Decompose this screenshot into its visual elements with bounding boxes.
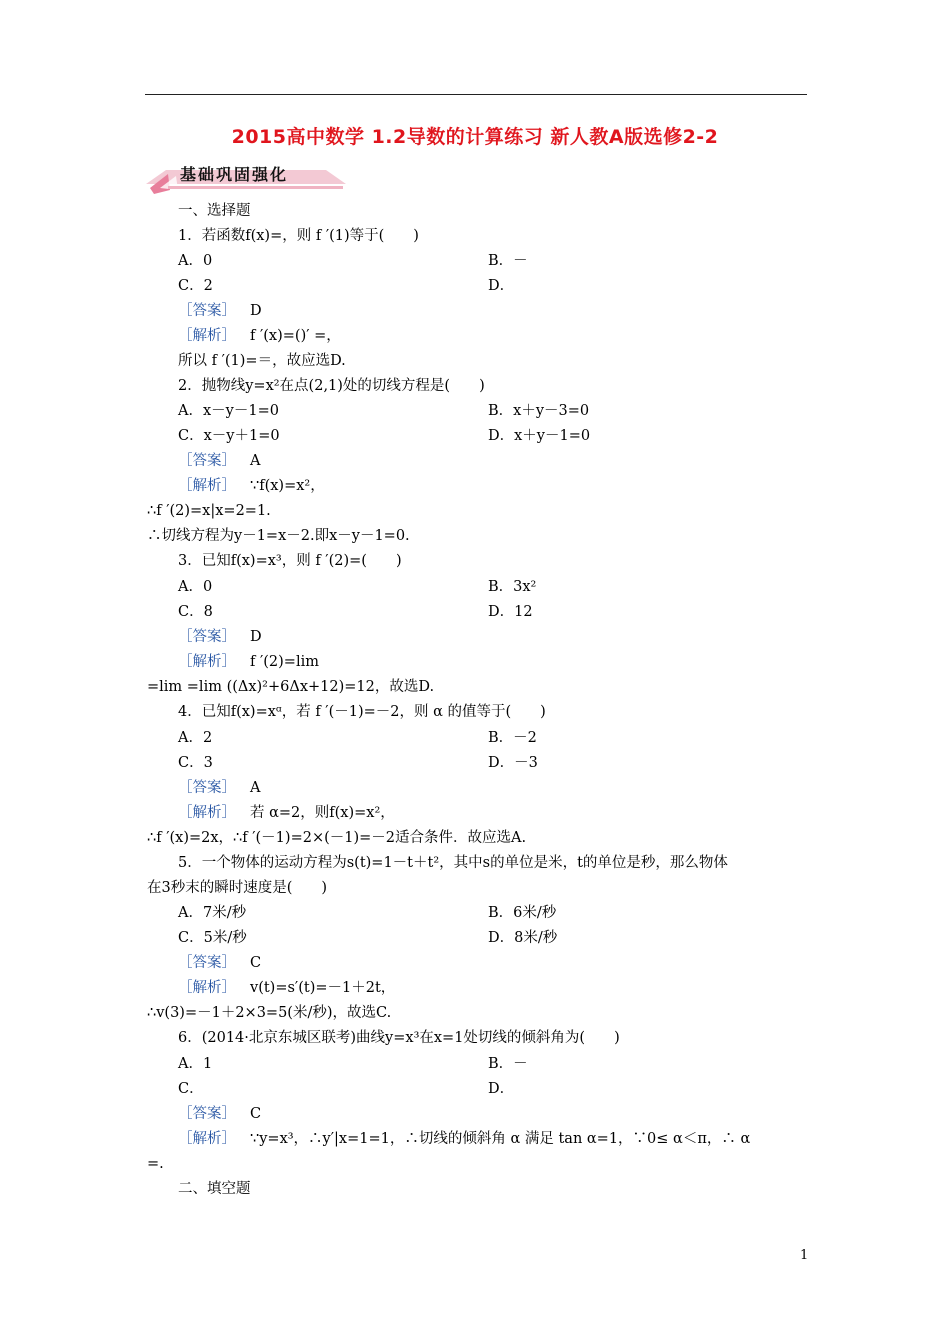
answer-tag: ［答案］ — [178, 629, 236, 645]
answer-tag: ［答案］ — [178, 303, 236, 319]
option-c: C．x－y＋1=0 — [178, 428, 280, 444]
option-b: B．x＋y－3=0 — [488, 403, 590, 419]
section-heading: 二、填空题 — [178, 1181, 251, 1197]
document-title: 2015高中数学 1.2导数的计算练习 新人教A版选修2-2 — [231, 126, 719, 148]
analysis-text: ∵y=x³，∴y′|x=1=1，∴切线的倾斜角 α 满足 tan α=1，∵0≤ α＜π，∴ α — [250, 1131, 751, 1147]
answer-value: D — [250, 303, 262, 319]
option-b: B．3x² — [488, 579, 537, 595]
analysis-text: ∴切线方程为y－1=x－2.即x－y－1=0. — [147, 528, 410, 544]
analysis-text: ∴f ′(x)=2x，∴f ′(－1)=2×(－1)=－2适合条件．故应选A. — [147, 830, 527, 846]
option-c: C．8 — [178, 604, 213, 620]
analysis-tag: ［解析］ — [178, 1131, 236, 1147]
analysis-line — [178, 978, 395, 998]
page-number: 1 — [800, 1248, 809, 1263]
analysis-tag: ［解析］ — [178, 478, 236, 494]
analysis-line — [178, 1129, 750, 1149]
analysis-text: f ′(2)=lim — [250, 654, 319, 670]
option-a: A．7米/秒 — [178, 905, 247, 921]
analysis-text: ∴f ′(2)=x|x=2=1. — [147, 503, 271, 519]
option-d: D．8米/秒 — [488, 930, 558, 946]
answer-value: A — [250, 780, 261, 796]
option-c: C． — [178, 1081, 204, 1097]
answer-tag: ［答案］ — [178, 453, 236, 469]
answer-line — [178, 627, 262, 647]
analysis-line — [178, 326, 341, 346]
analysis-text: 若 α=2，则f(x)=x²， — [250, 805, 395, 821]
answer-tag: ［答案］ — [178, 955, 236, 971]
answer-tag: ［答案］ — [178, 780, 236, 796]
answer-line — [178, 301, 262, 321]
analysis-text: =lim =lim ((Δx)²+6Δx+12)=12，故选D. — [147, 679, 435, 695]
answer-line — [178, 778, 260, 798]
option-a: A．2 — [178, 730, 213, 746]
analysis-text: =. — [147, 1156, 164, 1172]
analysis-text: ∴v(3)=－1＋2×3=5(米/秒)，故选C. — [147, 1005, 392, 1021]
option-a: A．1 — [178, 1056, 213, 1072]
answer-value: C — [250, 1106, 262, 1122]
option-c: C．2 — [178, 278, 213, 294]
question-2: 2．抛物线y=x²在点(2,1)处的切线方程是( ) — [178, 378, 485, 394]
section-banner — [146, 160, 346, 196]
question-6: 6．(2014·北京东城区联考)曲线y=x³在x=1处切线的倾斜角为( ) — [178, 1030, 620, 1046]
section-heading: 一、选择题 — [178, 203, 251, 219]
analysis-tag: ［解析］ — [178, 654, 236, 670]
option-d: D． — [488, 1081, 515, 1097]
analysis-line — [178, 803, 395, 823]
analysis-tag: ［解析］ — [178, 805, 236, 821]
answer-line — [178, 451, 260, 471]
analysis-line — [178, 652, 319, 672]
option-a: A．0 — [178, 579, 213, 595]
question-5: 5．一个物体的运动方程为s(t)=1－t＋t²，其中s的单位是米，t的单位是秒，那么物体 — [178, 855, 728, 871]
option-d: D．12 — [488, 604, 533, 620]
answer-value: C — [250, 955, 262, 971]
option-d: D．x＋y－1=0 — [488, 428, 591, 444]
question-3: 3．已知f(x)=x³，则 f ′(2)=( ) — [178, 553, 402, 569]
answer-line — [178, 1104, 261, 1124]
option-c: C．5米/秒 — [178, 930, 247, 946]
header-rule — [145, 94, 807, 95]
analysis-text: ∵f(x)=x²， — [250, 478, 325, 494]
analysis-line — [178, 476, 325, 496]
answer-value: A — [250, 453, 261, 469]
analysis-tag: ［解析］ — [178, 328, 236, 344]
option-c: C．3 — [178, 755, 213, 771]
question-1: 1．若函数f(x)=，则 f ′(1)等于( ) — [178, 228, 419, 244]
option-a: A．x－y－1=0 — [178, 403, 279, 419]
option-b: B．6米/秒 — [488, 905, 557, 921]
option-d: D．－3 — [488, 755, 538, 771]
option-a: A．0 — [178, 253, 213, 269]
answer-tag: ［答案］ — [178, 1106, 236, 1122]
analysis-text: v(t)=s′(t)=－1＋2t， — [250, 980, 396, 996]
option-d: D． — [488, 278, 515, 294]
question-4: 4．已知f(x)=xᵅ，若 f ′(－1)=－2，则 α 的值等于( ) — [178, 704, 546, 720]
answer-line — [178, 953, 261, 973]
question-5-cont: 在3秒末的瞬时速度是( ) — [147, 880, 328, 896]
analysis-tag: ［解析］ — [178, 980, 236, 996]
answer-value: D — [250, 629, 262, 645]
banner-label: 基础巩固强化 — [180, 165, 289, 184]
option-b: B．－ — [488, 1056, 528, 1072]
option-b: B．－ — [488, 253, 528, 269]
analysis-text: f ′(x)=()′ =， — [250, 328, 341, 344]
option-b: B．－2 — [488, 730, 537, 746]
analysis-text: 所以 f ′(1)=＝，故应选D. — [178, 353, 346, 369]
